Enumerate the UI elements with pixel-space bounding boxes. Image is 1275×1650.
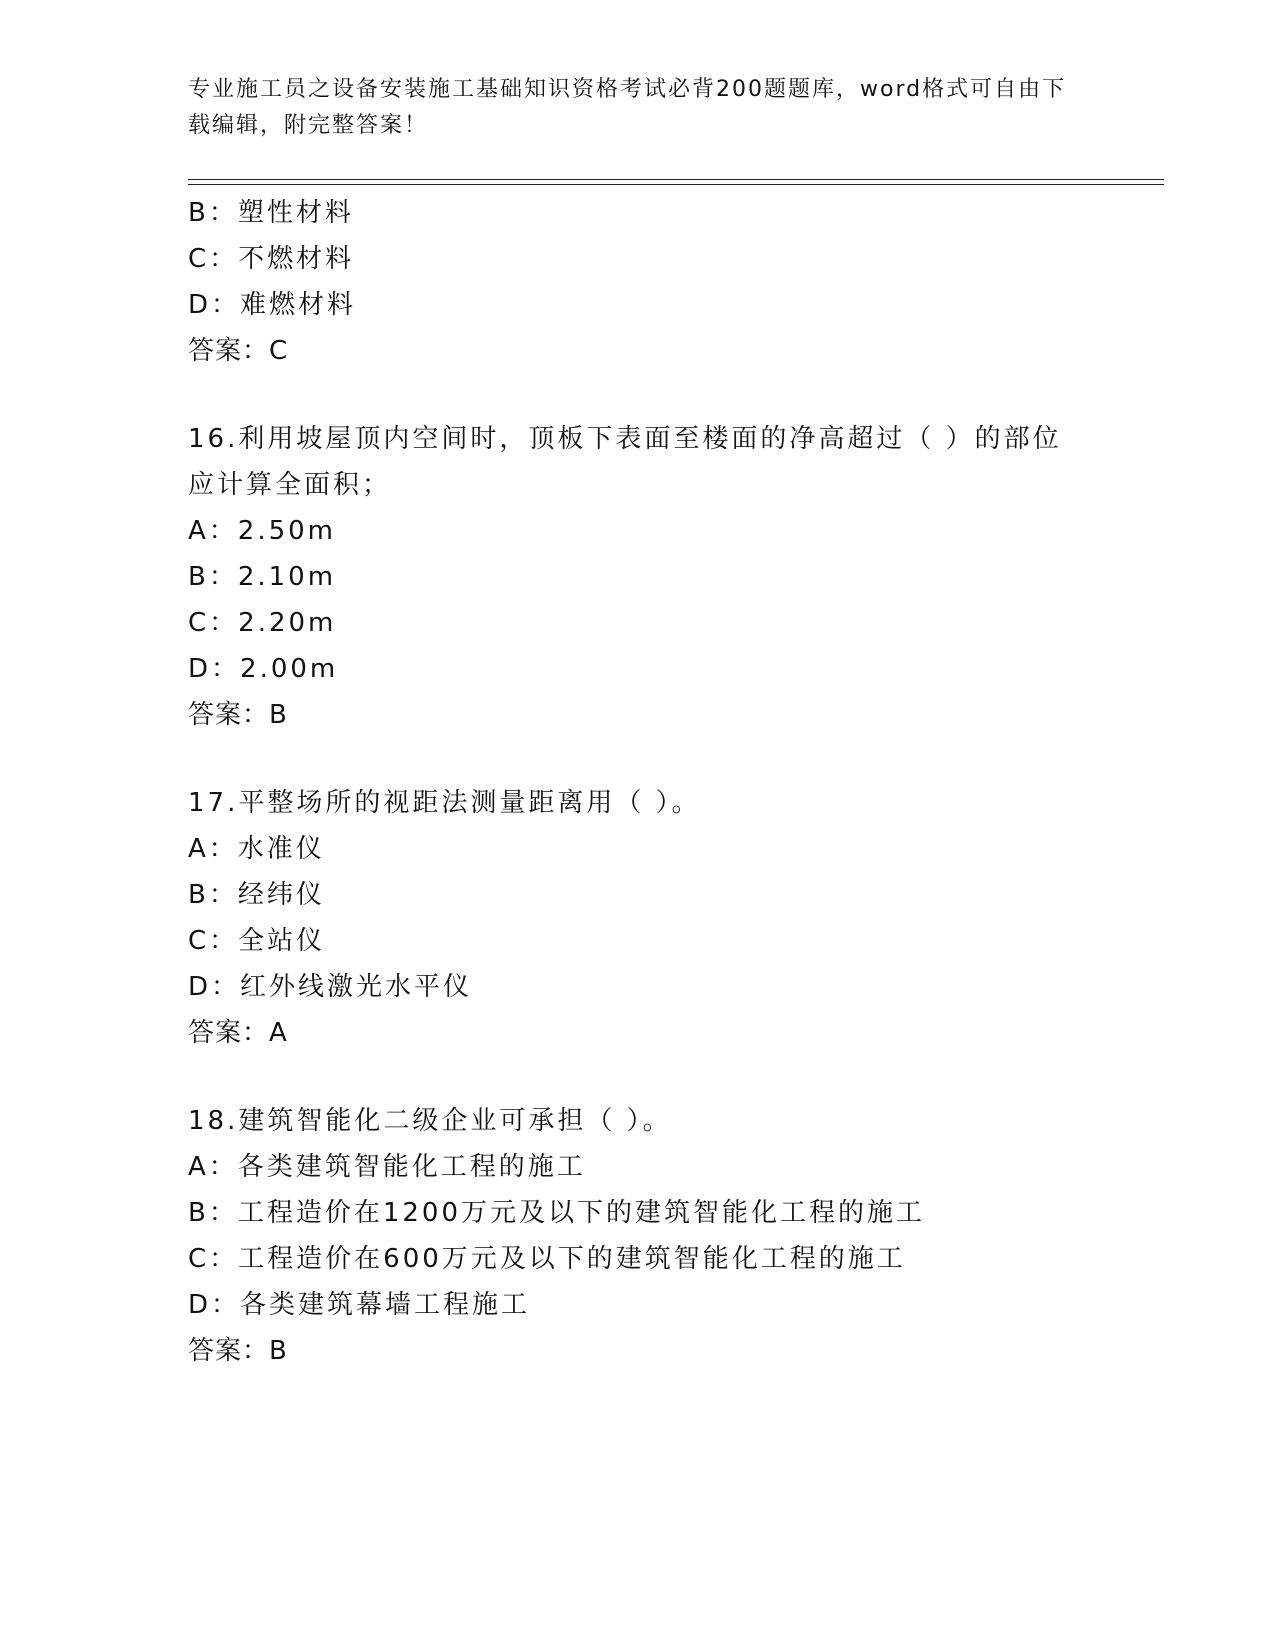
option-d: D：难燃材料 <box>188 290 357 320</box>
question-text: 17.平整场所的视距法测量距离用（ ）。 <box>188 788 701 818</box>
option-c: C：2.20m <box>188 608 337 638</box>
option-c: C：工程造价在600万元及以下的建筑智能化工程的施工 <box>188 1244 906 1274</box>
question-block-17 <box>188 780 1088 1056</box>
answer-line: 答案：C <box>188 336 289 366</box>
question-block-15 <box>188 190 1088 374</box>
option-a: A：2.50m <box>188 516 337 546</box>
header-rule-top <box>188 179 1164 180</box>
option-d: D：2.00m <box>188 654 339 684</box>
question-gap <box>188 738 1088 780</box>
answer-line: 答案：A <box>188 1018 288 1048</box>
option-c: C：不燃材料 <box>188 244 355 274</box>
document-header: 专业施工员之设备安装施工基础知识资格考试必背200题题库，word格式可自由下载编辑，附完整答案！ <box>188 77 1067 138</box>
answer-line: 答案：B <box>188 700 288 730</box>
question-gap <box>188 374 1088 416</box>
question-text: 16.利用坡屋顶内空间时，顶板下表面至楼面的净高超过（ ）的部位应计算全面积； <box>188 424 1062 500</box>
option-c: C：全站仪 <box>188 926 326 956</box>
question-block-16 <box>188 416 1088 738</box>
question-block-18 <box>188 1098 1088 1374</box>
option-b: B：2.10m <box>188 562 337 592</box>
header-rule-bottom <box>188 184 1164 185</box>
option-b: B：工程造价在1200万元及以下的建筑智能化工程的施工 <box>188 1198 926 1228</box>
option-d: D：红外线激光水平仪 <box>188 972 473 1002</box>
option-a: A：水准仪 <box>188 834 325 864</box>
option-b: B：塑性材料 <box>188 198 354 228</box>
question-content <box>188 190 1088 1374</box>
answer-line: 答案：B <box>188 1336 288 1366</box>
option-d: D：各类建筑幕墙工程施工 <box>188 1290 531 1320</box>
option-a: A：各类建筑智能化工程的施工 <box>188 1152 586 1182</box>
question-text: 18.建筑智能化二级企业可承担（ ）。 <box>188 1106 672 1136</box>
option-b: B：经纬仪 <box>188 880 325 910</box>
question-gap <box>188 1056 1088 1098</box>
